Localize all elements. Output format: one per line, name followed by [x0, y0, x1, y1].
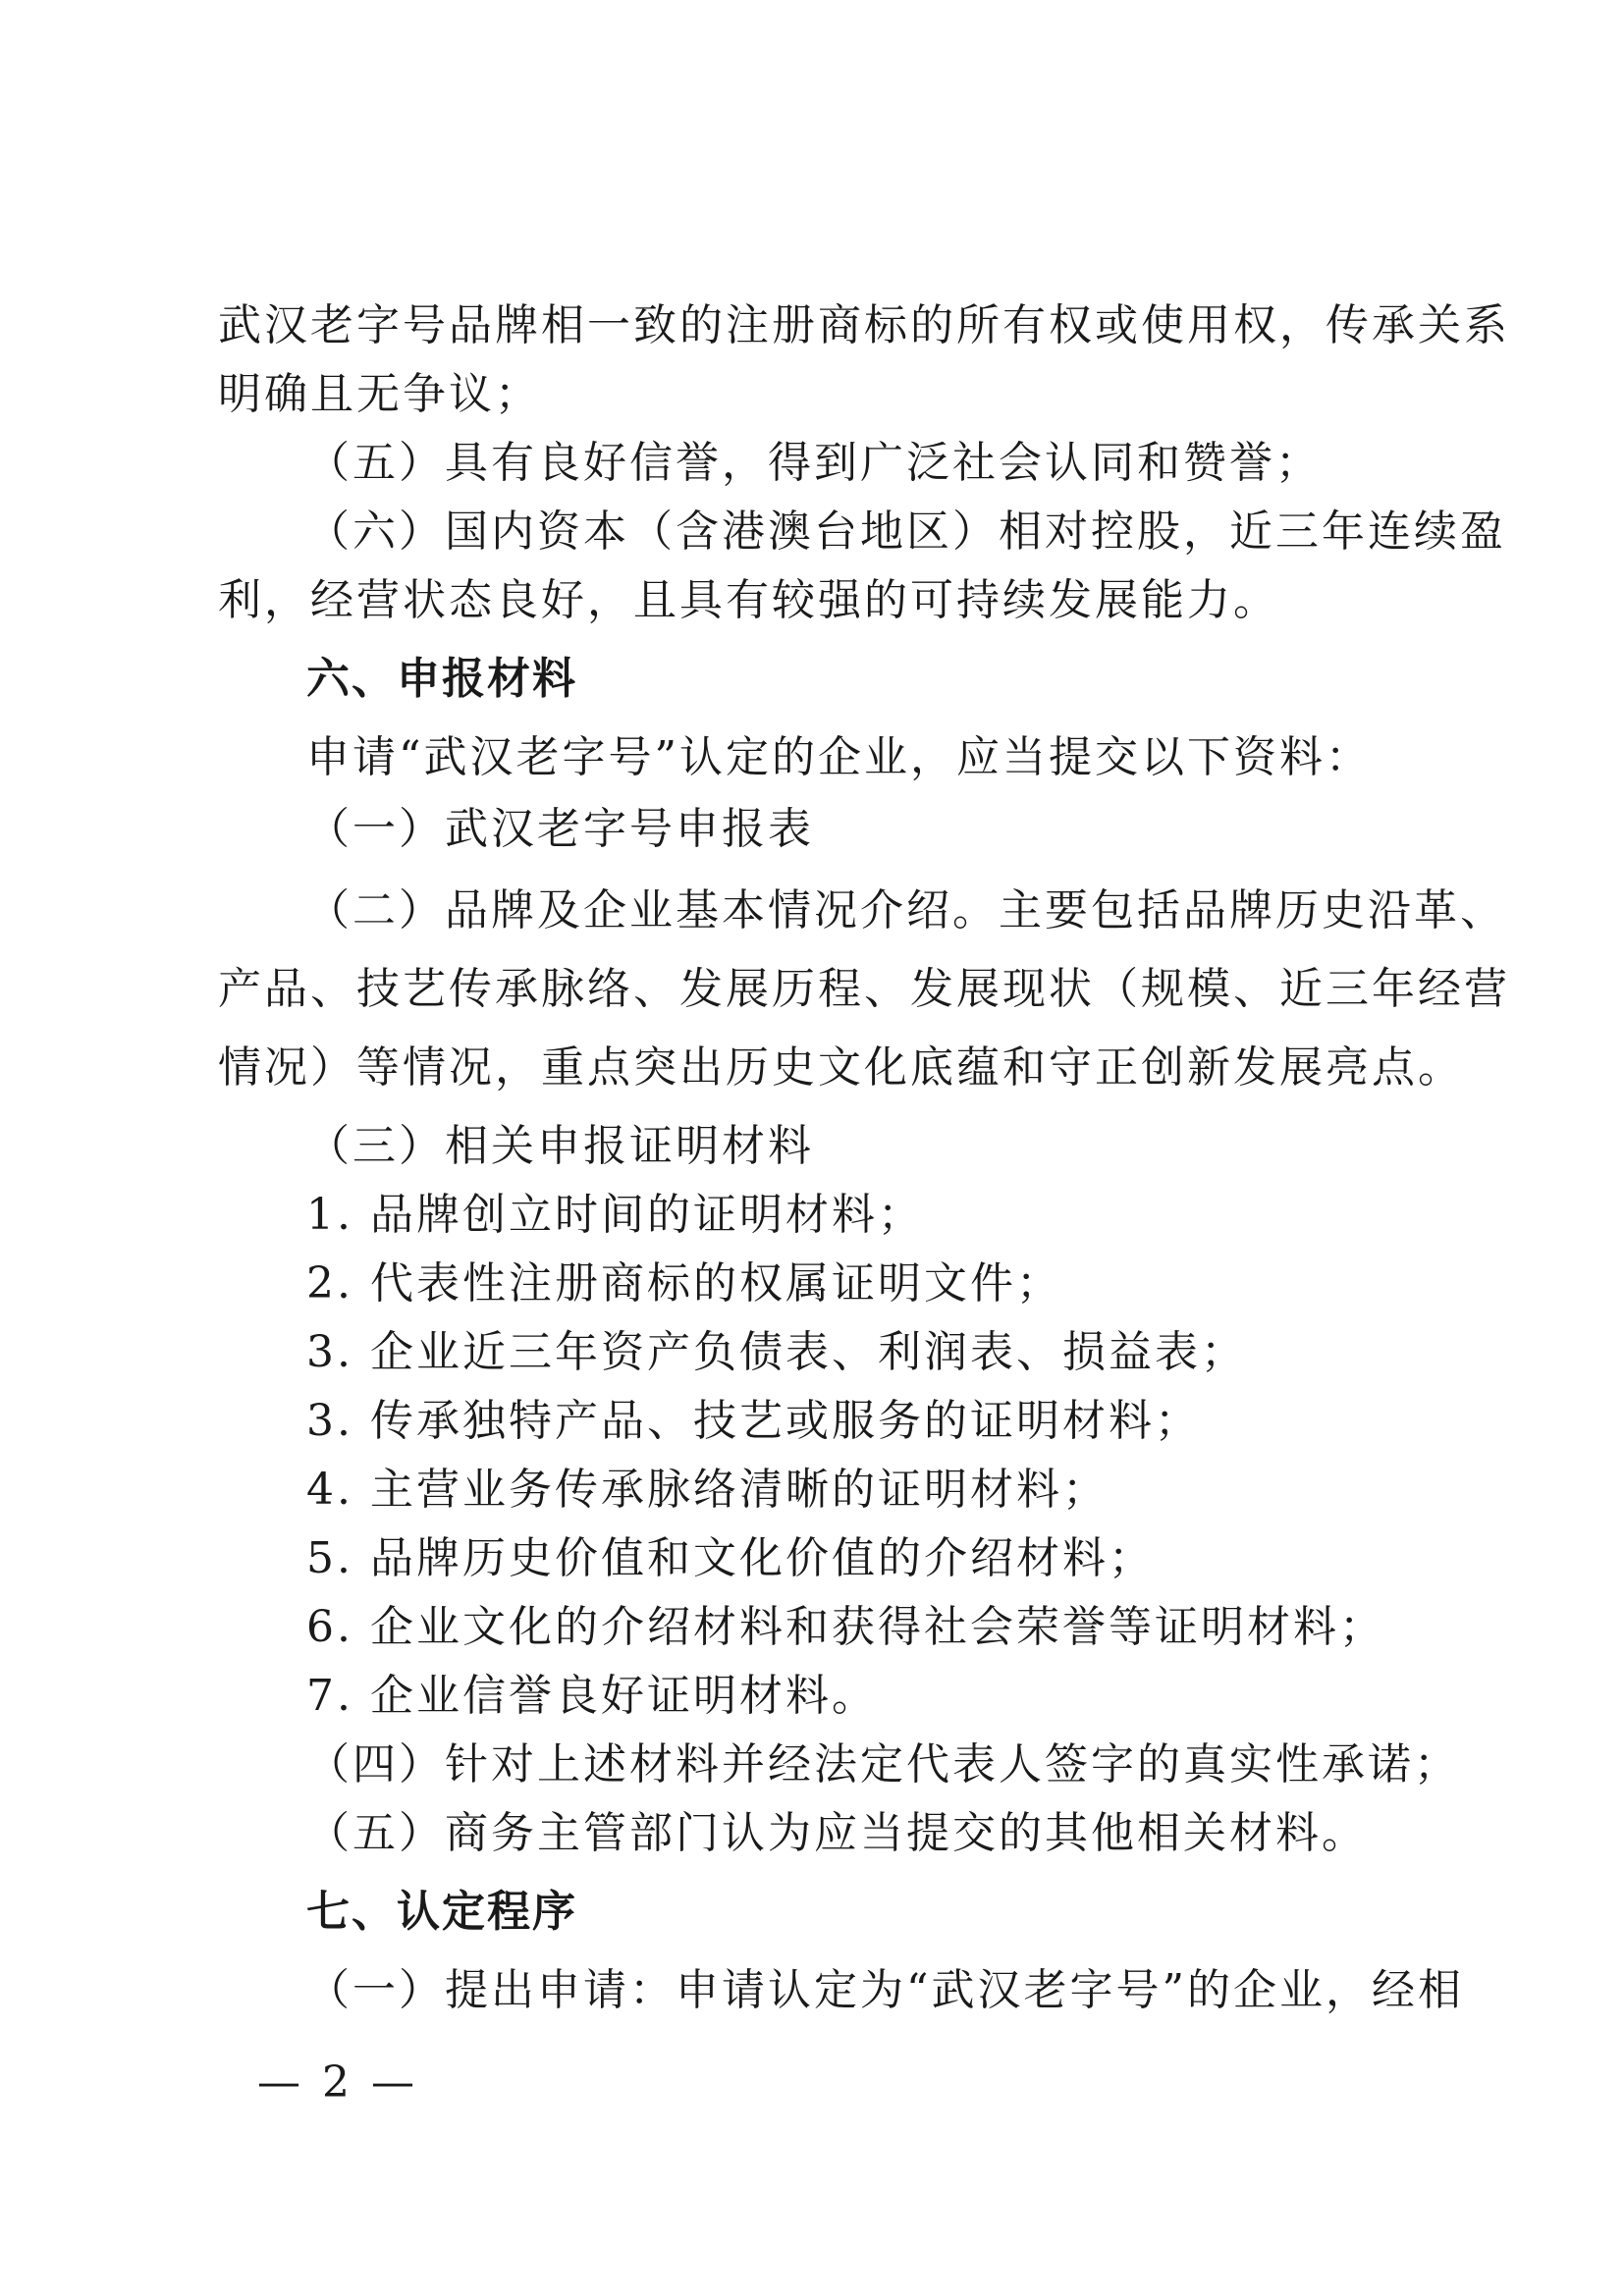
list-item: （五）商务主管部门认为应当提交的其他相关材料。 [306, 1808, 1368, 1858]
body-line: 申请“武汉老字号”认定的企业，应当提交以下资料： [306, 732, 1372, 782]
body-line: （一）提出申请：申请认定为“武汉老字号”的企业，经相 [306, 1965, 1464, 2015]
body-line: 利，经营状态良好，且具有较强的可持续发展能力。 [218, 575, 1279, 625]
section-heading: 七、认定程序 [306, 1887, 577, 1937]
list-item: 7. 企业信誉良好证明材料。 [306, 1671, 878, 1721]
list-item: 3. 传承独特产品、技艺或服务的证明材料； [306, 1396, 1201, 1446]
section-heading: 六、申报材料 [306, 654, 577, 704]
body-line: 产品、技艺传承脉络、发展历程、发展现状（规模、近三年经营 [218, 964, 1510, 1014]
list-item: （三）相关申报证明材料 [306, 1121, 814, 1171]
list-item: 2. 代表性注册商标的权属证明文件； [306, 1258, 1062, 1308]
body-line: 武汉老字号品牌相一致的注册商标的所有权或使用权，传承关系 [218, 300, 1510, 350]
body-line: 明确且无争议； [218, 369, 541, 419]
list-item: （二）品牌及企业基本情况介绍。主要包括品牌历史沿革、 [306, 885, 1506, 935]
list-item: （一）武汉老字号申报表 [306, 804, 814, 854]
body-line: 情况）等情况，重点突出历史文化底蕴和守正创新发展亮点。 [218, 1042, 1464, 1093]
list-item: 1. 品牌创立时间的证明材料； [306, 1190, 924, 1240]
list-item: 5. 品牌历史价值和文化价值的介绍材料； [306, 1533, 1155, 1583]
page-number: — 2 — [257, 2057, 418, 2108]
body-line: （五）具有良好信誉，得到广泛社会认同和赞誉； [306, 438, 1322, 488]
list-item: 4. 主营业务传承脉络清晰的证明材料； [306, 1465, 1109, 1515]
list-item: 3. 企业近三年资产负债表、利润表、损益表； [306, 1327, 1247, 1377]
list-item: 6. 企业文化的介绍材料和获得社会荣誉等证明材料； [306, 1602, 1385, 1652]
body-line: （六）国内资本（含港澳台地区）相对控股，近三年连续盈 [306, 507, 1506, 557]
list-item: （四）针对上述材料并经法定代表人签字的真实性承诺； [306, 1739, 1460, 1789]
